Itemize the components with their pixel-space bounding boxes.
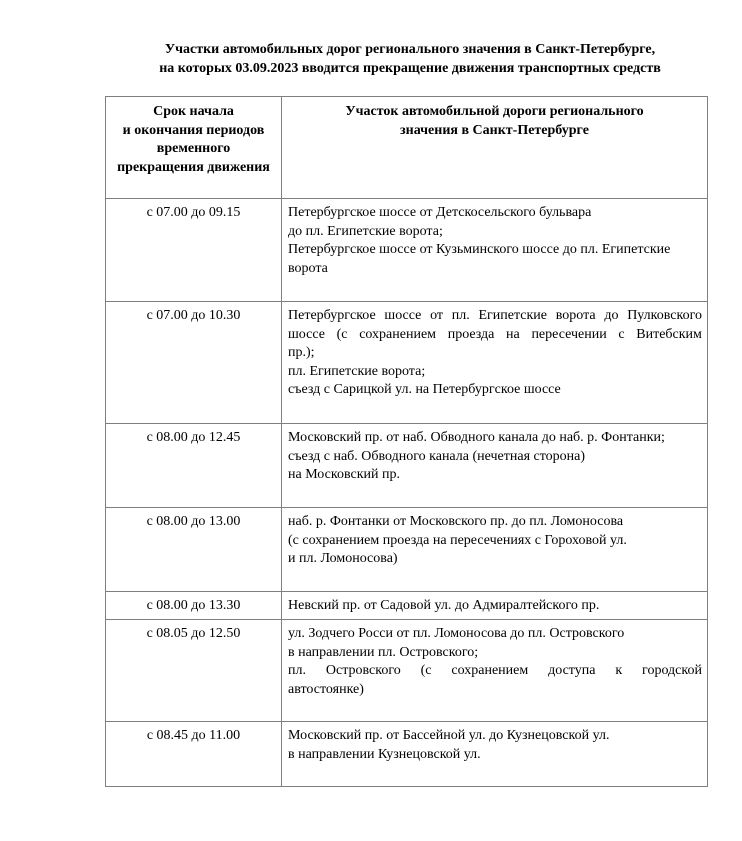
road-line: в направлении пл. Островского;	[288, 644, 479, 660]
road-word: (с	[336, 326, 348, 342]
period-cell: с 07.00 до 09.15	[106, 199, 282, 302]
road-line: и пл. Ломоносова)	[288, 551, 398, 567]
header-period-line: временного	[156, 141, 231, 157]
title-line-1: Участки автомобильных дорог регионального значения в Санкт-Петербурге,	[164, 42, 656, 57]
road-cell	[282, 620, 708, 722]
road-line: Петербургское шоссе от Кузьминского шоссе до пл. Египетские	[288, 242, 671, 258]
road-word: Петербургское	[288, 308, 376, 323]
road-word: к	[615, 663, 623, 679]
road-line	[288, 307, 702, 326]
road-line: Московский пр. от наб. Обводного канала до наб. р. Фонтанки;	[288, 430, 665, 445]
title-line-2: на которых 03.09.2023 вводится прекращение движения транспортных средств	[159, 61, 661, 76]
document-title	[130, 40, 690, 78]
header-road-line: Участок автомобильной дороги регионального	[345, 104, 644, 119]
road-word: Островского	[325, 663, 401, 679]
period-cell: с 08.00 до 12.45	[106, 424, 282, 508]
road-word: шоссе	[288, 326, 325, 342]
road-word: городской	[642, 663, 702, 679]
road-word: Египетские	[478, 308, 548, 323]
road-word: проезда	[447, 326, 495, 342]
header-period	[106, 97, 282, 199]
header-period-line: и окончания периодов	[122, 122, 265, 138]
road-line: в направлении Кузнецовской ул.	[288, 746, 481, 762]
table-row	[106, 199, 708, 302]
road-cell	[282, 508, 708, 592]
road-cell	[282, 592, 708, 620]
road-word: сохранением	[451, 663, 529, 679]
road-line: автостоянке)	[288, 681, 364, 697]
road-line: пл. Египетские ворота;	[288, 363, 426, 379]
road-line: Невский пр. от Садовой ул. до Адмиралтейского пр.	[288, 598, 600, 613]
table-row	[106, 620, 708, 722]
road-line: ворота	[288, 260, 328, 276]
road-cell	[282, 722, 708, 787]
road-line: пр.);	[288, 345, 315, 361]
road-cell	[282, 199, 708, 302]
road-line: съезд с наб. Обводного канала (нечетная сторона)	[288, 448, 586, 464]
road-word: с	[618, 326, 625, 342]
road-word: доступа	[548, 663, 596, 679]
road-word: ворота	[555, 308, 596, 323]
road-cell	[282, 302, 708, 424]
road-word: до	[604, 308, 619, 323]
road-line: ул. Зодчего Росси от пл. Ломоносова до пл. Островского	[288, 626, 625, 641]
road-line: съезд с Сарицкой ул. на Петербургское шоссе	[288, 382, 561, 398]
header-period-line: прекращения движения	[117, 159, 270, 175]
period-cell: с 08.45 до 11.00	[106, 722, 282, 787]
road-word: Пулковского	[627, 308, 702, 323]
road-word: шоссе	[384, 308, 422, 323]
road-cell	[282, 424, 708, 508]
road-line: наб. р. Фонтанки от Московского пр. до пл. Ломоносова	[288, 514, 624, 529]
road-word: на	[506, 326, 520, 342]
road-line: Петербургское шоссе от Детскосельского бульвара	[288, 205, 592, 220]
period-cell: с 07.00 до 10.30	[106, 302, 282, 424]
table-row	[106, 424, 708, 508]
road-word: Витебским	[636, 326, 702, 342]
period-cell: с 08.05 до 12.50	[106, 620, 282, 722]
header-road-line: значения в Санкт-Петербурге	[400, 122, 589, 138]
table-header-row	[106, 97, 708, 199]
period-cell: с 08.00 до 13.30	[106, 592, 282, 620]
header-road	[282, 97, 708, 199]
road-line: на Московский пр.	[288, 467, 400, 483]
road-word: пересечении	[531, 326, 607, 342]
road-word: от	[430, 308, 444, 323]
road-word: пл.	[288, 663, 306, 679]
road-line	[288, 662, 702, 681]
road-word: (с	[420, 663, 432, 679]
period-cell: с 08.00 до 13.00	[106, 508, 282, 592]
road-line: (с сохранением проезда на пересечениях с Гороховой ул.	[288, 532, 627, 548]
header-period-line: Срок начала	[153, 104, 234, 119]
road-word: пл.	[451, 308, 470, 323]
road-closures-table	[105, 96, 708, 787]
table-row	[106, 302, 708, 424]
road-line: Московский пр. от Бассейной ул. до Кузнецовской ул.	[288, 728, 610, 743]
road-line: до пл. Египетские ворота;	[288, 223, 443, 239]
table-row	[106, 722, 708, 787]
road-word: сохранением	[359, 326, 437, 342]
table-row	[106, 592, 708, 620]
table-row	[106, 508, 708, 592]
road-line	[288, 326, 702, 345]
